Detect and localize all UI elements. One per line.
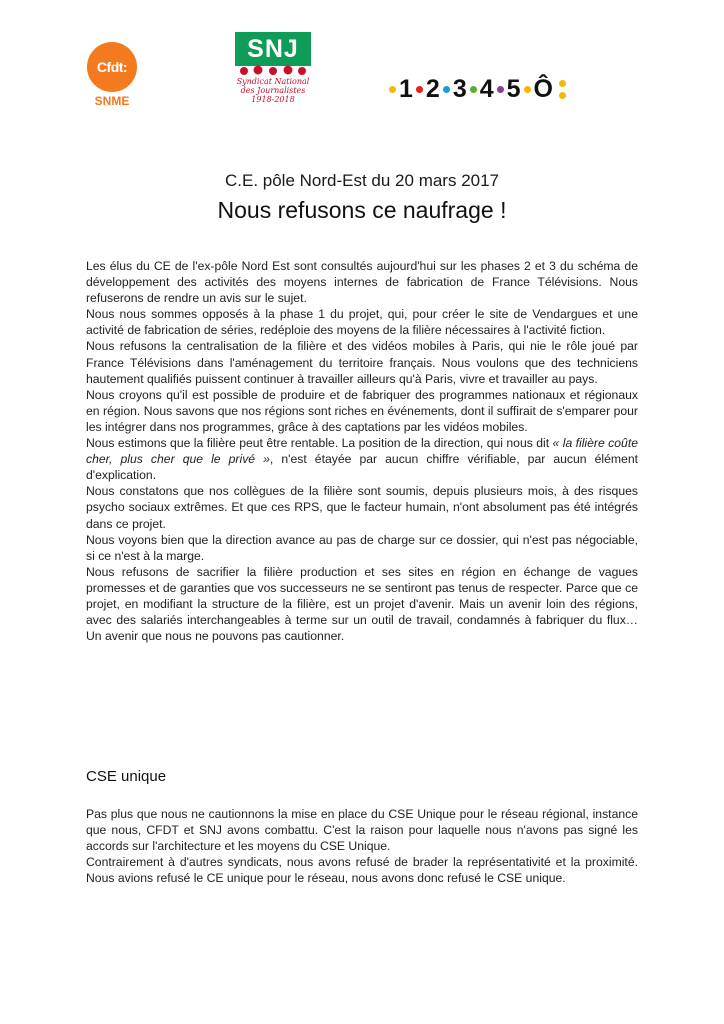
dot-icon	[524, 86, 531, 93]
paragraph-text: Nous estimons que la filière peut être rentable. La position de la direction, qui nous dit	[86, 436, 553, 451]
cfdt-logo	[84, 42, 140, 112]
paragraph-text: Nous constatons que nos collègues de la filière sont soumis, depuis plusieurs mois, à des risques psycho sociaux extrêmes. Et que ces RPS, que le facteur humain, n'ont absolument pas été intégrés dans ce projet.	[86, 484, 638, 531]
paragraph-text: Nous nous sommes opposés à la phase 1 du projet, qui, pour créer le site de Vendargues et une activité de fabrication de séries, redéploie des moyens de la filière nécessaires à l'activité fiction.	[86, 307, 638, 338]
dot-icon	[470, 86, 477, 93]
section-body	[86, 806, 638, 886]
paragraph-text: Pas plus que nous ne cautionnons la mise en place du CSE Unique pour le réseau régional, instance que nous, CFDT et SNJ avons combattu. C'est la raison pour laquelle nous n'avons pas signé les accords sur l'architecture et les moyens du CSE Unique.	[86, 807, 638, 854]
dot-icon	[497, 86, 504, 93]
paragraph	[86, 806, 638, 854]
paragraph-text: Nous refusons de sacrifier la filière production et ses sites en région en échange de vagues promesses et de garanties que vos successeurs ne se sentiront pas tenus de respecter. Parce que ce projet, en modifiant la structure de la filière, est un projet d'avenir. Mais un avenir loin des régions, avec des salariés interchangeables à terme sur un outil de travail, condamnés à fabriquer du flux… Un avenir que nous ne pouvons pas cautionner.	[86, 564, 638, 644]
numbers-logo-digit: Ô	[533, 74, 553, 103]
quote-text: « la filière coûte cher, plus cher que le privé »	[86, 436, 638, 467]
snj-logo-mark: SNJ	[235, 32, 311, 66]
colon-icon	[556, 80, 569, 99]
main-body	[86, 258, 638, 644]
document-subtitle: C.E. pôle Nord-Est du 20 mars 2017	[224, 171, 500, 190]
paragraph-text: , n'est étayée par aucun chiffre vérifiable, par aucun élément d'explication.	[86, 452, 638, 483]
numbers-logo-digit: 2	[425, 74, 440, 103]
numbers-logo-digit: 1	[399, 74, 413, 103]
dot-icon	[559, 80, 566, 87]
snj-logo-line3: 1918-2018	[251, 95, 295, 104]
numbers-logo	[386, 74, 569, 104]
paragraph	[86, 338, 638, 386]
paragraph-text: Nous voyons bien que la direction avance au pas de charge sur ce dossier, qui n'est pas négociable, si ce n'est à la marge.	[86, 532, 638, 563]
paragraph-text: Contrairement à d'autres syndicats, nous avons refusé de brader la représentativité et la proximité. Nous avions refusé le CE unique pour le réseau, nous avons donc refusé le CSE unique.	[86, 855, 638, 886]
dot-icon	[416, 86, 423, 93]
paragraph	[86, 564, 638, 644]
paragraph	[86, 306, 638, 338]
paragraph	[86, 435, 638, 483]
numbers-logo-digit: 4	[479, 74, 494, 103]
paragraph	[86, 483, 638, 531]
paragraph	[86, 387, 638, 435]
cfdt-logo-subtitle: SNME	[94, 94, 130, 108]
numbers-logo-digit: 5	[506, 74, 521, 103]
snj-logo-line2: des Journalistes	[240, 86, 306, 95]
rose-icon	[234, 64, 312, 78]
dot-icon	[389, 86, 396, 93]
document-title: Nous refusons ce naufrage !	[217, 197, 507, 223]
paragraph	[86, 532, 638, 564]
dot-icon	[559, 92, 566, 99]
paragraph-text: Les élus du CE de l'ex-pôle Nord Est sont consultés aujourd'hui sur les phases 2 et 3 du schéma de développement des activités des moyens internes de fabrication de France Télévisions. Nous refuserons de rendre un avis sur le sujet.	[86, 259, 638, 306]
paragraph	[86, 854, 638, 886]
cfdt-logo-mark: Cfdt:	[87, 42, 137, 92]
section-heading: CSE unique	[86, 768, 167, 785]
numbers-logo-digit: 3	[452, 74, 467, 103]
dot-icon	[443, 86, 450, 93]
snj-logo-line1: Syndicat National	[236, 77, 310, 86]
paragraph-text: Nous croyons qu'il est possible de produire et de fabriquer des programmes nationaux et régionaux en région. Nous savons que nos régions sont riches en événements, dont il suffirait de s'emparer pour les intégrer dans nos programmes, grâce à des captations par les vidéos mobiles.	[86, 387, 638, 434]
paragraph-text: Nous refusons la centralisation de la filière et des vidéos mobiles à Paris, qui nie le rôle joué par France Télévisions dans l'aménagement du territoire français. Nous voulons que des techniciens hautement qualifiés puissent continuer à travailler ailleurs qu'à Paris, vivre et travailler au pays.	[86, 339, 638, 386]
paragraph	[86, 258, 638, 306]
snj-logo	[234, 32, 312, 108]
